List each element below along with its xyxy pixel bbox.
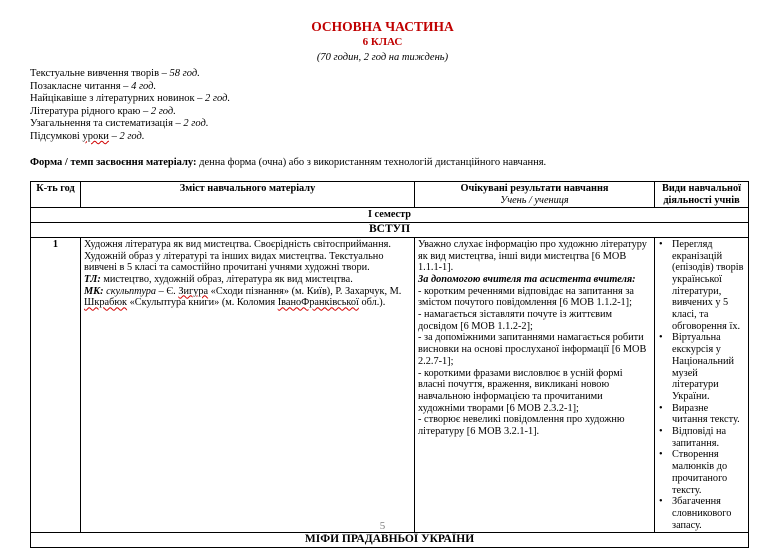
list-item: • Збагачення словникового запасу. (668, 496, 745, 531)
curriculum-table (30, 181, 749, 548)
row-content: Художня література як вид мистецтва. Своєрідність світосприймання. Художній образ у літературі та інших видах мистецтва. Текстуально вивчені в 5 класі та самостійно прочитані учнями художні твори. ТЛ: мистецтво, художній образ, література як вид мистецтва. МК: скульптура – Є. Зигура «Сходи пізнання» (м. Київ), Р. Захарчук, М. Шкрабюк «Скульптура книги» (м. Коломия ІваноФранківської обл.). (81, 237, 415, 533)
summary-line: Текстуальне вивчення творів – 58 год. (30, 68, 200, 79)
header-hours: К-ть год (31, 182, 81, 208)
table-header-row (31, 182, 749, 208)
summary-line: Узагальнення та систематизація – 2 год. (30, 118, 209, 130)
list-item: • Перегляд екранізацій (епізодів) творів української літератури, вивчених у 5 класі, та обговорення їх. (668, 239, 745, 333)
section-row (31, 533, 749, 548)
section-title: МІФИ ПРАДАВНЬОЇ УКРАЇНИ (31, 533, 749, 548)
form-text: денна форма (очна) або з використанням технологій дистанційного навчання. (196, 157, 547, 168)
header-activities: Види навчальної діяльності учнів (655, 182, 749, 208)
grade-heading: 6 КЛАС (362, 36, 403, 48)
summary-line: Література рідного краю – 2 год. (30, 105, 176, 117)
hours-note: (70 годин, 2 год на тиждень) (316, 52, 449, 63)
table-row (31, 237, 749, 533)
page-number: 5 (379, 520, 386, 532)
list-item: • Відповіді на запитання. (668, 426, 745, 449)
list-item: • Віртуальна екскурсія у Національний музей літератури України. (668, 332, 745, 402)
list-item: • Виразне читання тексту. (668, 403, 745, 426)
section-row (31, 223, 749, 238)
semester-label: І семестр (31, 208, 749, 223)
form-line (30, 157, 546, 169)
row-results: Уважно слухає інформацію про художню літературу як вид мистецтва, інші види мистецтва [6 МОВ 1.1.1-1]. За допомогою вчителя та асистента вчителя: - коротким реченнями відповідає на запитання за змістом почутого повідомлення [6 МОВ 1.1.2-1]; - намагається зіставляти почуте із життєвим досвідом [6 МОВ 1.1.2-2]; - за допоміжними запитаннями намагається робити висновки на основі прослуханої інформації [6 МОВ 2.2.7-1]; - короткими фразами висловлює в усній формі власні почуття, враження, викликані новою навчальною інформацією та прочитаними художніми творами [6 МОВ 2.3.2-1]; - створює невеликі повідомлення про художню літературу [6 МОВ 3.2.1-1]. (415, 237, 655, 533)
header-results: Очікувані результати навчання Учень / учениця (415, 182, 655, 208)
header-content: Зміст навчального матеріалу (81, 182, 415, 208)
section-title: ВСТУП (31, 223, 749, 238)
hours-summary (30, 68, 230, 144)
form-label: Форма / темп засвоєння матеріалу: (30, 157, 197, 168)
summary-line: Найцікавіше з літературних новинок – 2 год. (30, 93, 231, 105)
list-item: • Створення малюнків до прочитаного тексту. (668, 449, 745, 496)
summary-line: Позакласне читання – 4 год. (30, 80, 157, 92)
semester-row (31, 208, 749, 223)
page-title: ОСНОВНА ЧАСТИНА (311, 19, 454, 34)
row-activities (655, 237, 749, 533)
summary-line: Підсумкові уроки – 2 год. (30, 130, 145, 142)
row-hours: 1 (31, 237, 81, 533)
